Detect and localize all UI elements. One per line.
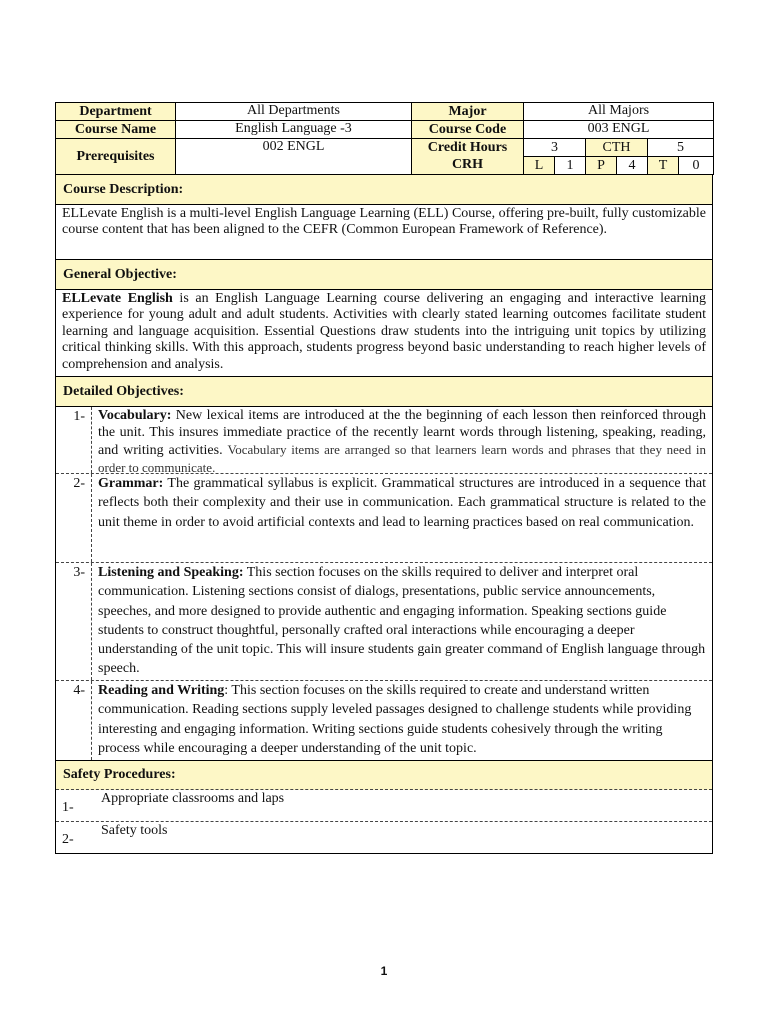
- item-number: 1-: [62, 800, 74, 815]
- course-description-text: ELLevate English is a multi-level English Language Learning (ELL) Course, offering pre-built, fully customizable course content that has been aligned to the CEFR (Common European Framework of Reference).: [56, 205, 712, 260]
- course-content-box: [55, 174, 713, 761]
- prerequisites-value: 002 ENGL: [176, 139, 412, 175]
- major-value: All Majors: [524, 103, 714, 121]
- l-value: 1: [555, 157, 586, 175]
- item-title: Vocabulary:: [98, 408, 172, 423]
- detailed-objectives-list: [56, 407, 712, 760]
- item-number: 2-: [56, 474, 92, 562]
- crh-label: CRH: [412, 157, 524, 175]
- course-info-table: [55, 102, 714, 175]
- t-label: T: [648, 157, 679, 175]
- course-name-label: Course Name: [56, 121, 176, 139]
- t-value: 0: [679, 157, 714, 175]
- item-text: [92, 474, 712, 562]
- list-item: [56, 474, 712, 563]
- list-item: [56, 407, 712, 474]
- item-number: 3-: [56, 563, 92, 680]
- course-code-label: Course Code: [412, 121, 524, 139]
- course-name-value: English Language -3: [176, 121, 412, 139]
- major-label: Major: [412, 103, 524, 121]
- item-title: Listening and Speaking:: [98, 565, 244, 580]
- cth-value: 5: [648, 139, 714, 157]
- prerequisites-label: Prerequisites: [56, 139, 176, 175]
- general-objective-text: [56, 290, 712, 377]
- item-title: Grammar:: [98, 476, 164, 491]
- item-text: [92, 681, 712, 760]
- course-code-value: 003 ENGL: [524, 121, 714, 139]
- item-text: Appropriate classrooms and laps: [101, 791, 285, 806]
- p-value: 4: [617, 157, 648, 175]
- item-body: This section focuses on the skills required to deliver and interpret oral communication. Listening sections consist of dialogs, presentations, public service announcements, speeches, and more designed to provide authentic and engaging information. Speaking sections guide students to construct thoughtful, personally crafted oral interactions while encouraging a deeper understanding of the unit topic. This will insure students gain greater command of English language through speech.: [98, 565, 706, 677]
- cth-label: CTH: [586, 139, 648, 157]
- item-number: 4-: [56, 681, 92, 760]
- page-number: 1: [380, 964, 388, 978]
- l-label: L: [524, 157, 555, 175]
- department-value: All Departments: [176, 103, 412, 121]
- item-body: : This section focuses on the skills required to create and understand written communication. Reading sections supply leveled passages designed to challenge students while providing interesting and engaging information. Writing sections guide students cohesively through the writing process while encouraging a deeper understanding of the unit topic.: [98, 683, 692, 756]
- item-body: The grammatical syllabus is explicit. Grammatical structures are introduced in a sequence that reflects both their complexity and their use in communication. Each grammatical structure is related to the unit theme in order to avoid artificial contexts and lead to learning practices based on real communication.: [98, 476, 706, 530]
- general-objective-body: is an English Language Learning course delivering an engaging and interactive learning experience for young adult and adult students. Activities with clearly stated learning outcomes facilitate student learning and language acquisition. Essential Questions draw students into the intriguing unit topics by utilizing critical thinking skills. With this approach, students progress beyond basic understanding to reach higher levels of comprehension and analysis.: [62, 291, 706, 372]
- p-label: P: [586, 157, 617, 175]
- department-label: Department: [56, 103, 176, 121]
- credit-hours-value: 3: [524, 139, 586, 157]
- item-number: 1-: [56, 407, 92, 473]
- item-text: [92, 563, 712, 680]
- safety-procedures-heading: Safety Procedures:: [56, 761, 712, 790]
- general-objective-lead: ELLevate English: [62, 291, 173, 306]
- item-title: Reading and Writing: [98, 683, 225, 698]
- item-body-small: Vocabulary items are arranged so that learners learn words and phrases that they need in order to communicate.: [98, 442, 706, 475]
- general-objective-heading: General Objective:: [56, 260, 712, 290]
- credit-hours-label: Credit Hours: [412, 139, 524, 157]
- item-text: Safety tools: [101, 823, 168, 838]
- list-item: [56, 563, 712, 681]
- safety-procedures-box: [55, 760, 713, 854]
- detailed-objectives-heading: Detailed Objectives:: [56, 377, 712, 407]
- item-text: [92, 407, 712, 473]
- item-number: 2-: [62, 832, 74, 847]
- item-body: New lexical items are introduced at the the beginning of each lesson then reinforced through the unit. This insures immediate practice of the recently learnt words through listening, speaking, reading, and writing activities.: [98, 408, 706, 458]
- list-item: [56, 681, 712, 760]
- list-item: [56, 790, 712, 822]
- course-description-heading: Course Description:: [56, 175, 712, 205]
- list-item: [56, 822, 712, 853]
